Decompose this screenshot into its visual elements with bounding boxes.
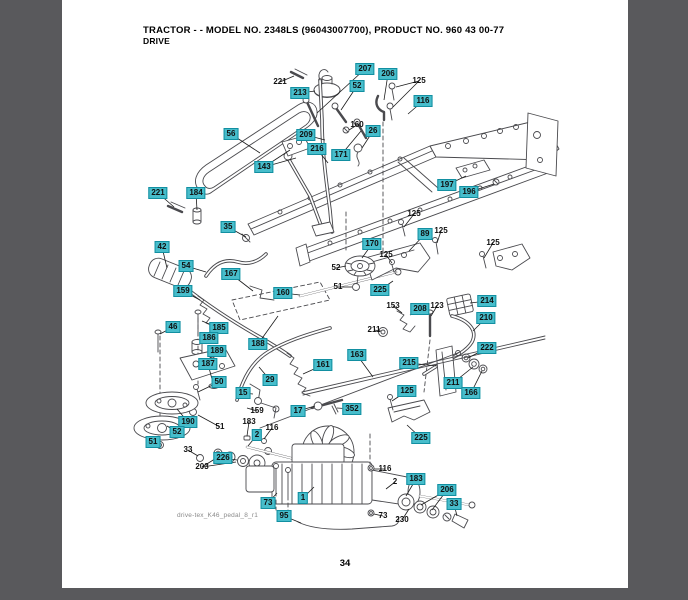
highlighted-callout-206: 206 — [378, 68, 397, 80]
highlighted-callout-167: 167 — [221, 268, 240, 280]
callout-183: 183 — [242, 417, 256, 426]
page-number: 34 — [339, 558, 351, 569]
highlighted-callout-50: 50 — [212, 376, 227, 388]
highlighted-callout-221: 221 — [148, 187, 167, 199]
header-model-line: TRACTOR - - MODEL NO. 2348LS (96043007700), PRODUCT NO. 960 43 00-77 — [143, 25, 505, 36]
highlighted-callout-159: 159 — [173, 285, 192, 297]
highlighted-callout-54: 54 — [179, 260, 194, 272]
highlighted-callout-171: 171 — [331, 149, 350, 161]
highlighted-callout-210: 210 — [476, 312, 495, 324]
highlighted-callout-95: 95 — [277, 510, 292, 522]
callout-2: 2 — [392, 477, 398, 486]
highlighted-callout-51: 51 — [146, 436, 161, 448]
highlighted-callout-125: 125 — [397, 385, 416, 397]
callout-116: 116 — [378, 464, 392, 473]
highlighted-callout-189: 189 — [207, 345, 226, 357]
callout-160: 160 — [350, 120, 364, 129]
highlighted-callout-185: 185 — [209, 322, 228, 334]
callout-125: 125 — [486, 238, 500, 247]
highlighted-callout-222: 222 — [477, 342, 496, 354]
highlighted-callout-208: 208 — [410, 303, 429, 315]
highlighted-callout-214: 214 — [477, 295, 496, 307]
highlighted-callout-166: 166 — [461, 387, 480, 399]
highlighted-callout-15: 15 — [236, 387, 251, 399]
highlighted-callout-52: 52 — [350, 80, 365, 92]
highlighted-callout-209: 209 — [296, 129, 315, 141]
highlighted-callout-26: 26 — [366, 125, 381, 137]
highlighted-callout-1: 1 — [298, 492, 308, 504]
highlighted-callout-143: 143 — [254, 161, 273, 173]
callout-116: 116 — [265, 423, 279, 432]
highlighted-callout-116: 116 — [414, 95, 433, 107]
highlighted-callout-187: 187 — [198, 358, 217, 370]
page-header — [143, 25, 504, 47]
highlighted-callout-206: 206 — [437, 484, 456, 496]
callout-73: 73 — [378, 511, 388, 520]
highlighted-callout-2: 2 — [252, 429, 262, 441]
highlighted-callout-73: 73 — [261, 497, 276, 509]
highlighted-callout-216: 216 — [307, 143, 326, 155]
callout-125: 125 — [407, 209, 421, 218]
highlighted-callout-170: 170 — [362, 238, 381, 250]
highlighted-callout-52: 52 — [170, 426, 185, 438]
highlighted-callout-163: 163 — [347, 349, 366, 361]
highlighted-callout-213: 213 — [290, 87, 309, 99]
highlighted-callout-207: 207 — [355, 63, 374, 75]
drawing-watermark: drive-tex_K46_pedal_8_r1 — [177, 512, 259, 519]
highlighted-callout-197: 197 — [437, 179, 456, 191]
callout-33: 33 — [183, 445, 193, 454]
callout-211: 211 — [367, 325, 381, 334]
callout-153: 153 — [386, 301, 400, 310]
highlighted-callout-190: 190 — [178, 416, 197, 428]
highlighted-callout-196: 196 — [459, 186, 478, 198]
callout-123: 123 — [430, 301, 444, 310]
highlighted-callout-215: 215 — [399, 357, 418, 369]
highlighted-callout-211: 211 — [444, 377, 463, 389]
callout-125: 125 — [412, 76, 426, 85]
highlighted-callout-35: 35 — [221, 221, 236, 233]
callout-52: 52 — [331, 263, 341, 272]
highlighted-callout-17: 17 — [291, 405, 306, 417]
highlighted-callout-160: 160 — [273, 287, 292, 299]
highlighted-callout-225: 225 — [370, 284, 389, 296]
callout-221: 221 — [273, 77, 287, 86]
callout-203: 203 — [195, 462, 209, 471]
highlighted-callout-89: 89 — [418, 228, 433, 240]
highlighted-callout-46: 46 — [166, 321, 181, 333]
highlighted-callout-42: 42 — [155, 241, 170, 253]
highlighted-callout-161: 161 — [313, 359, 332, 371]
highlighted-callout-188: 188 — [248, 338, 267, 350]
header-section-line: DRIVE — [143, 36, 170, 46]
callout-230: 230 — [395, 515, 409, 524]
highlighted-callout-184: 184 — [186, 187, 205, 199]
callout-125: 125 — [434, 226, 448, 235]
highlighted-callout-226: 226 — [213, 452, 232, 464]
highlighted-callout-352: 352 — [342, 403, 361, 415]
highlighted-callout-56: 56 — [224, 128, 239, 140]
callout-51: 51 — [333, 282, 343, 291]
callout-159: 159 — [250, 406, 264, 415]
highlighted-callout-183: 183 — [406, 473, 425, 485]
highlighted-callout-225: 225 — [411, 432, 430, 444]
callout-125: 125 — [379, 250, 393, 259]
highlighted-callout-29: 29 — [263, 374, 278, 386]
highlighted-callout-186: 186 — [199, 332, 218, 344]
highlighted-callout-33: 33 — [447, 498, 462, 510]
callout-51: 51 — [215, 422, 225, 431]
